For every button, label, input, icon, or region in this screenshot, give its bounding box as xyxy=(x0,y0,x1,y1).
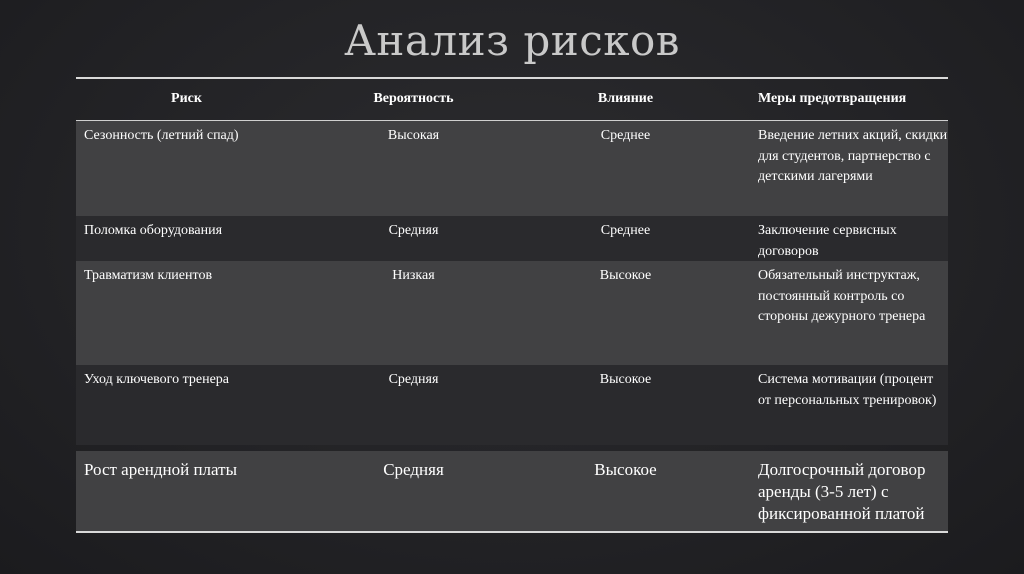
cell-probability: Низкая xyxy=(392,268,435,283)
cell-impact: Среднее xyxy=(600,128,651,143)
cell-risk: Поломка оборудования xyxy=(84,223,223,238)
cell-probability: Средняя xyxy=(388,223,439,238)
table-row xyxy=(76,365,948,445)
table-row xyxy=(76,451,948,531)
cell-probability: Высокая xyxy=(387,128,440,143)
cell-risk: Сезонность (летний спад) xyxy=(84,128,239,143)
table-header-row xyxy=(76,79,948,120)
cell-risk: Уход ключевого тренера xyxy=(84,372,229,387)
cell-measures: Заключение сервисных договоров xyxy=(758,223,897,259)
risk-table xyxy=(76,77,948,533)
cell-probability: Средняя xyxy=(383,460,444,479)
table-row xyxy=(76,261,948,365)
header-risk: Риск xyxy=(171,91,202,106)
slide-title: Анализ рисков xyxy=(344,16,680,65)
cell-measures: Обязательный инструктаж, постоянный контроль со стороны дежурного тренера xyxy=(758,268,926,324)
header-impact: Влияние xyxy=(597,91,654,106)
cell-measures: Долгосрочный договор аренды (3-5 лет) с фиксированной платой xyxy=(758,460,926,523)
cell-impact: Среднее xyxy=(600,223,651,238)
cell-impact: Высокое xyxy=(599,268,652,283)
table-row xyxy=(76,216,948,261)
cell-measures: Введение летних акций, скидки для студентов, партнерство с детскими лагерями xyxy=(758,128,948,184)
table-row xyxy=(76,121,948,216)
header-probability: Вероятность xyxy=(373,91,454,106)
cell-probability: Средняя xyxy=(388,372,439,387)
cell-measures: Система мотивации (процент от персональных тренировок) xyxy=(758,372,937,408)
table-bottom-rule xyxy=(76,531,948,533)
cell-risk: Травматизм клиентов xyxy=(84,268,213,283)
cell-impact: Высокое xyxy=(599,372,652,387)
cell-impact: Высокое xyxy=(594,460,657,479)
cell-risk: Рост арендной платы xyxy=(84,460,237,479)
header-measures: Меры предотвращения xyxy=(758,91,907,106)
